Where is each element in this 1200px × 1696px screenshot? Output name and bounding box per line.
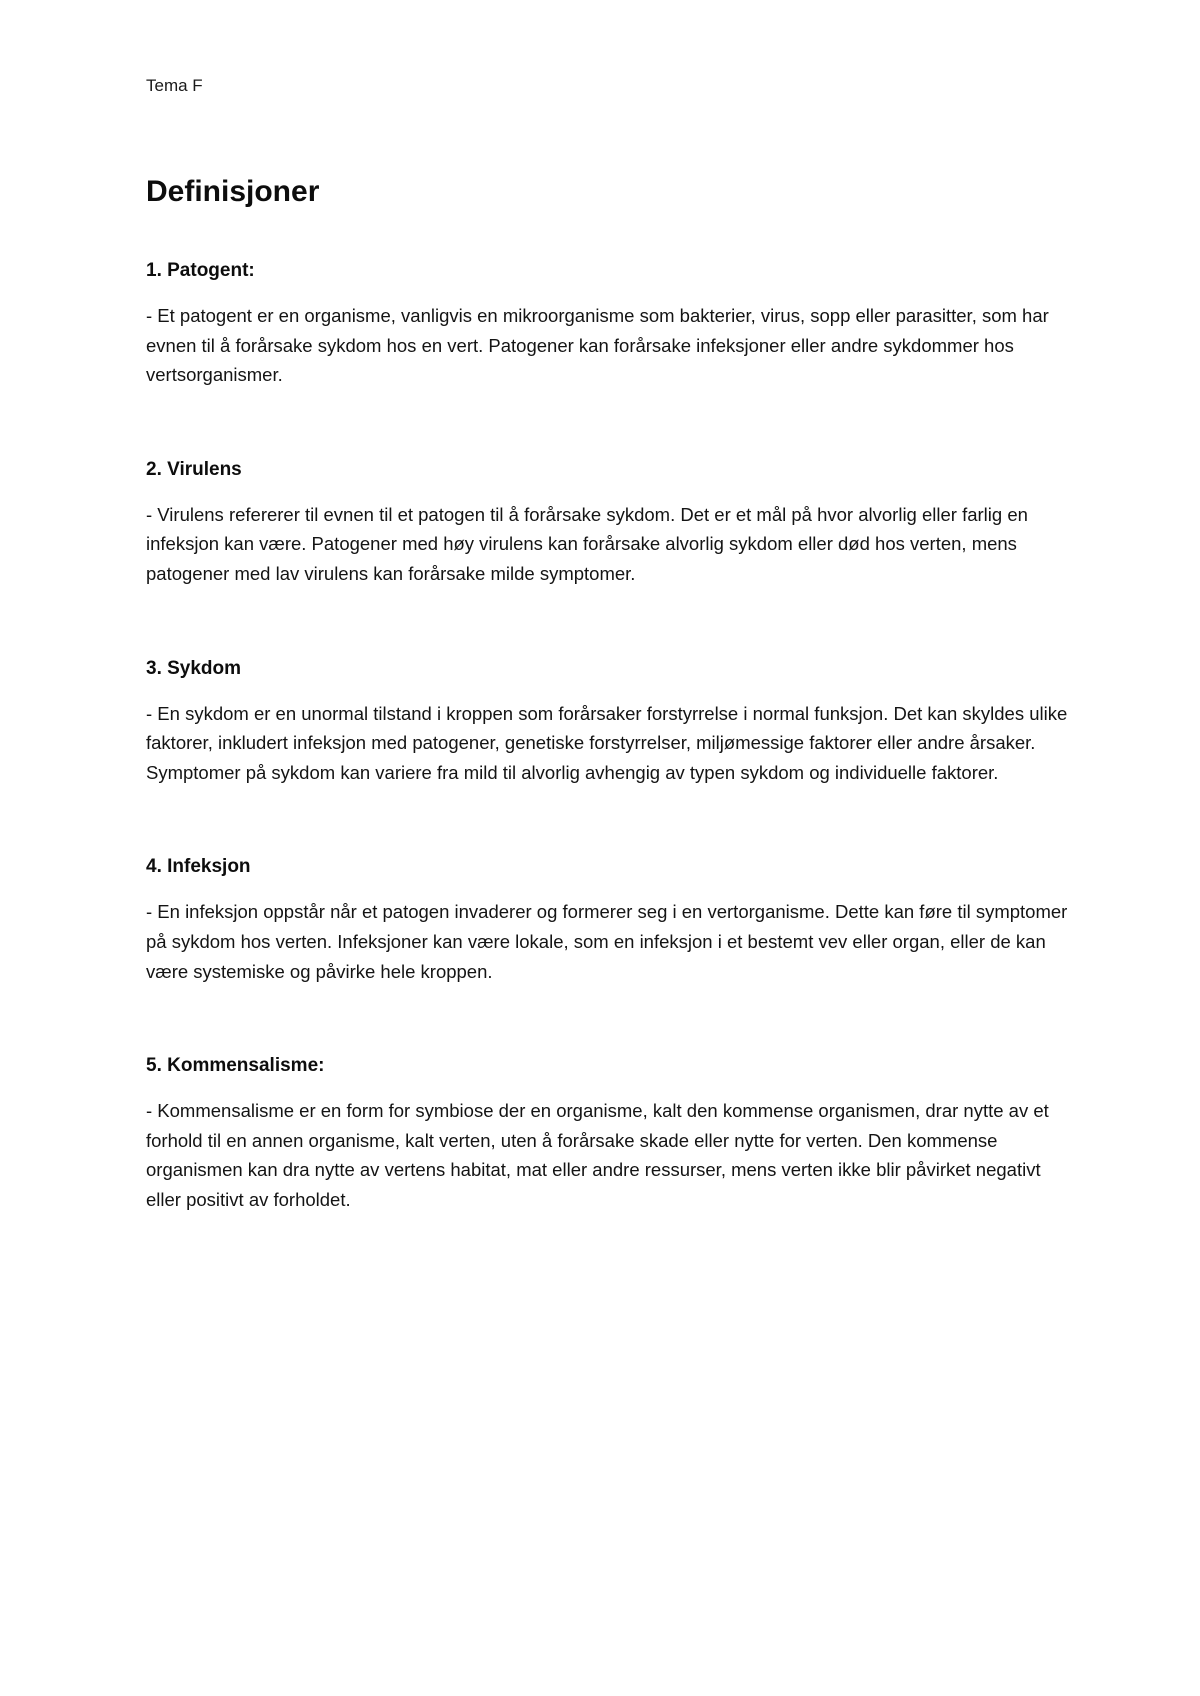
- section-heading: 1. Patogent:: [146, 260, 255, 281]
- page-title: Definisjoner: [146, 175, 320, 208]
- section-body: - En infeksjon oppstår når et patogen invaderer og formerer seg i en vertorganisme. Dette kan føre til symptomer på sykdom hos verten. Infeksjoner kan være lokale, som en infeksjon i et bestemt vev eller organ, eller de kan være systemiske og påvirke hele kroppen.: [146, 901, 1068, 982]
- section-body: - Virulens refererer til evnen til et patogen til å forårsake sykdom. Det er et mål på hvor alvorlig eller farlig en infeksjon kan være. Patogener med høy virulens kan forårsake alvorlig sykdom eller død hos verten, mens patogener med lav virulens kan forårsake milde symptomer.: [146, 503, 1028, 584]
- section-heading: 2. Virulens: [146, 458, 242, 480]
- section-virulens: [146, 458, 1076, 589]
- section-patogent: [146, 259, 1076, 390]
- section-body: - En sykdom er en unormal tilstand i kroppen som forårsaker forstyrrelse i normal funksjon. Det kan skyldes ulike faktorer, inkludert infeksjon med patogener, genetiske forstyrrelser, miljømessige faktorer eller andre årsaker. Symptomer på sykdom kan variere fra mild til alvorlig avhengig av typen sykdom og individuelle faktorer.: [146, 702, 1068, 783]
- section-body: - Kommensalisme er en form for symbiose der en organisme, kalt den kommense organismen, drar nytte av et forhold til en annen organisme, kalt verten, uten å forårsake skade eller nytte for verten. Den kommense organismen kan dra nytte av vertens habitat, mat eller andre ressurser, mens verten ikke blir påvirket negativt eller positivt av forholdet.: [146, 1100, 1049, 1210]
- section-infeksjon: [146, 855, 1076, 986]
- section-heading: 4. Infeksjon: [146, 856, 251, 878]
- section-heading: 3. Sykdom: [146, 657, 242, 679]
- page-header: Tema F: [146, 76, 203, 95]
- section-sykdom: [146, 657, 1076, 788]
- section-kommensalisme: [146, 1054, 1076, 1214]
- document-content: [146, 76, 1076, 1215]
- section-heading: 5. Kommensalisme:: [146, 1055, 325, 1077]
- section-body: - Et patogent er en organisme, vanligvis en mikroorganisme som bakterier, virus, sopp eller parasitter, som har evnen til å forårsake sykdom hos en vert. Patogener kan forårsake infeksjoner eller andre sykdommer hos vertsorganismer.: [146, 305, 1049, 386]
